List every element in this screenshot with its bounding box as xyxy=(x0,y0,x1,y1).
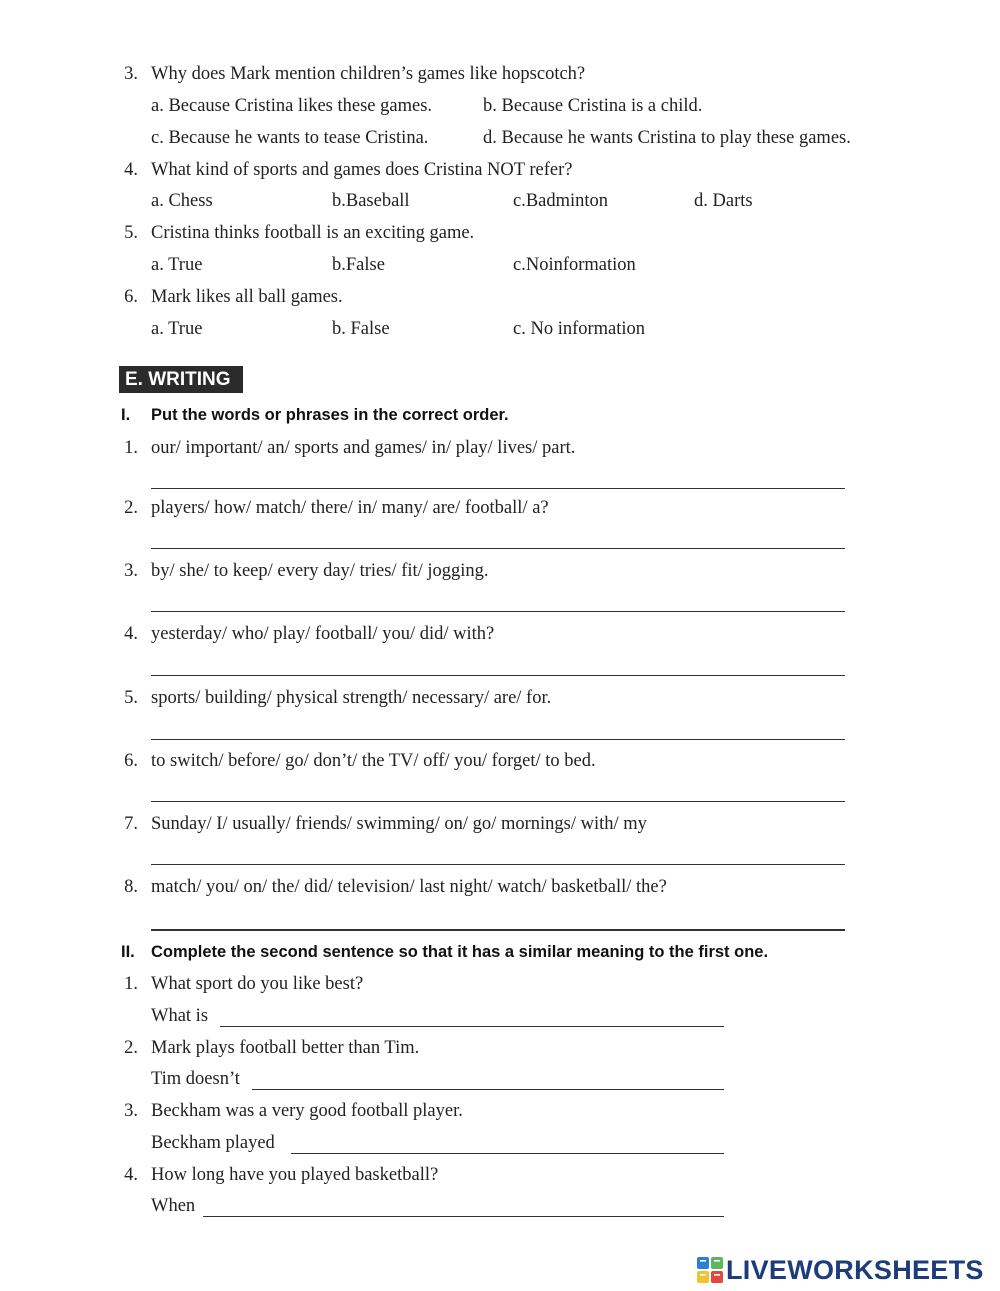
part1-instruction: Put the words or phrases in the correct order. xyxy=(151,406,509,424)
part1-label: I. xyxy=(121,406,131,424)
item-text: Sunday/ I/ usually/ friends/ swimming/ on/ go/ mornings/ with/ my xyxy=(151,814,647,834)
item-text: Mark plays football better than Tim. xyxy=(151,1038,420,1058)
answer-line[interactable] xyxy=(151,675,845,676)
question-number: 6. xyxy=(124,287,138,307)
item-text: sports/ building/ physical strength/ necessary/ are/ for. xyxy=(151,688,552,708)
item-number: 5. xyxy=(124,688,138,708)
option-b[interactable]: b. False xyxy=(332,319,390,339)
question-text: What kind of sports and games does Cristina NOT refer? xyxy=(151,160,573,180)
option-c[interactable]: c.Noinformation xyxy=(513,255,636,275)
question-text: Why does Mark mention children’s games like hopscotch? xyxy=(151,64,586,84)
item-prompt: When xyxy=(151,1196,196,1216)
question-number: 4. xyxy=(124,160,138,180)
item-text: Beckham was a very good football player. xyxy=(151,1101,463,1121)
answer-line[interactable] xyxy=(291,1153,724,1154)
answer-line[interactable] xyxy=(252,1089,724,1090)
item-prompt: What is xyxy=(151,1006,209,1026)
question-text: Cristina thinks football is an exciting game. xyxy=(151,223,475,243)
option-a[interactable]: a. True xyxy=(151,319,203,339)
logo-text: LIVEWORKSHEETS xyxy=(726,1255,984,1285)
option-c[interactable]: c. No information xyxy=(513,319,646,339)
option-b[interactable]: b.Baseball xyxy=(332,191,410,211)
liveworksheets-logo xyxy=(697,1253,984,1287)
answer-line[interactable] xyxy=(151,548,845,549)
item-number: 1. xyxy=(124,438,138,458)
option-d[interactable]: d. Darts xyxy=(694,191,753,211)
item-number: 8. xyxy=(124,877,138,897)
item-text: How long have you played basketball? xyxy=(151,1165,439,1185)
item-text: What sport do you like best? xyxy=(151,974,364,994)
option-b[interactable]: b. Because Cristina is a child. xyxy=(483,96,703,116)
answer-line[interactable] xyxy=(151,611,845,612)
option-a[interactable]: a. Chess xyxy=(151,191,213,211)
answer-line[interactable] xyxy=(151,929,845,931)
item-text: match/ you/ on/ the/ did/ television/ last night/ watch/ basketball/ the? xyxy=(151,877,667,897)
question-number: 5. xyxy=(124,223,138,243)
question-number: 3. xyxy=(124,64,138,84)
liveworksheets-logo-icon xyxy=(697,1257,723,1283)
answer-line[interactable] xyxy=(151,739,845,740)
option-d[interactable]: d. Because he wants Cristina to play these games. xyxy=(483,128,851,148)
item-number: 3. xyxy=(124,561,138,581)
item-prompt: Tim doesn’t xyxy=(151,1069,240,1089)
item-number: 6. xyxy=(124,751,138,771)
item-number: 4. xyxy=(124,624,138,644)
option-a[interactable]: a. Because Cristina likes these games. xyxy=(151,96,433,116)
item-text: yesterday/ who/ play/ football/ you/ did/ with? xyxy=(151,624,495,644)
option-b[interactable]: b.False xyxy=(332,255,385,275)
section-title-writing: E. WRITING xyxy=(119,366,243,393)
item-text: by/ she/ to keep/ every day/ tries/ fit/ jogging. xyxy=(151,561,489,581)
option-c[interactable]: c. Because he wants to tease Cristina. xyxy=(151,128,429,148)
item-prompt: Beckham played xyxy=(151,1133,275,1153)
option-c[interactable]: c.Badminton xyxy=(513,191,609,211)
item-number: 3. xyxy=(124,1101,138,1121)
item-number: 7. xyxy=(124,814,138,834)
item-text: to switch/ before/ go/ don’t/ the TV/ off/ you/ forget/ to bed. xyxy=(151,751,596,771)
answer-line[interactable] xyxy=(220,1026,724,1027)
answer-line[interactable] xyxy=(203,1216,724,1217)
item-text: our/ important/ an/ sports and games/ in/ play/ lives/ part. xyxy=(151,438,576,458)
item-number: 1. xyxy=(124,974,138,994)
part2-instruction: Complete the second sentence so that it has a similar meaning to the first one. xyxy=(151,943,769,961)
item-number: 2. xyxy=(124,1038,138,1058)
option-a[interactable]: a. True xyxy=(151,255,203,275)
answer-line[interactable] xyxy=(151,864,845,865)
answer-line[interactable] xyxy=(151,801,845,802)
item-text: players/ how/ match/ there/ in/ many/ are/ football/ a? xyxy=(151,498,549,518)
item-number: 4. xyxy=(124,1165,138,1185)
answer-line[interactable] xyxy=(151,488,845,489)
part2-label: II. xyxy=(121,943,135,961)
question-text: Mark likes all ball games. xyxy=(151,287,343,307)
item-number: 2. xyxy=(124,498,138,518)
